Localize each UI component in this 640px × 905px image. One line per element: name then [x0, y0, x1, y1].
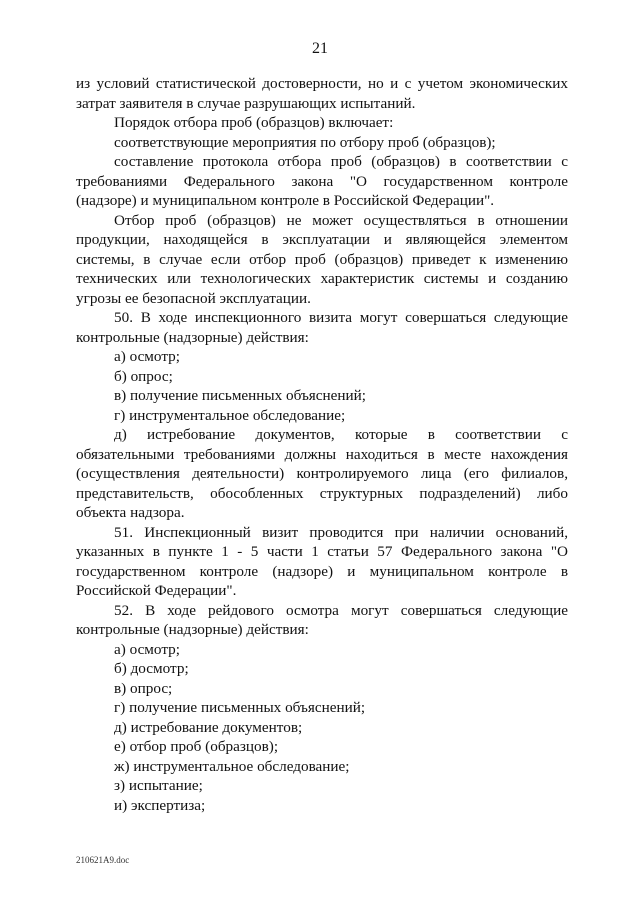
list-item: е) отбор проб (образцов);: [114, 738, 279, 755]
paragraph: д) истребование документов, которые в соответствии с обязательными требованиями должны находиться в месте нахождения (осуществления деятельности) контролируемого лица (его филиалов, представительств, обособленных структурных подразделений) либо объекта надзора.: [76, 426, 568, 521]
list-item: г) получение письменных объяснений;: [114, 699, 366, 716]
list-item: а) осмотр;: [114, 348, 180, 365]
paragraph: Порядок отбора проб (образцов) включает:: [114, 114, 394, 131]
list-item: д) истребование документов;: [114, 718, 303, 736]
paragraph: 51. Инспекционный визит проводится при наличии оснований, указанных в пункте 1 - 5 части 1 статьи 57 Федерального закона "О государственном контроле (надзоре) и муниципальном контроле в Российской Федерации".: [76, 523, 568, 599]
list-item: в) получение письменных объяснений;: [114, 387, 367, 404]
paragraph: 50. В ходе инспекционного визита могут совершаться следующие контрольные (надзорные) действия:: [76, 309, 568, 346]
list-item: г) инструментальное обследование;: [114, 406, 346, 424]
list-item: и) экспертиза;: [114, 796, 206, 814]
document-body: [76, 74, 568, 815]
paragraph: 52. В ходе рейдового осмотра могут совершаться следующие контрольные (надзорные) действия:: [76, 601, 568, 638]
list-item: б) досмотр;: [114, 660, 189, 677]
list-item: ж) инструментальное обследование;: [114, 757, 350, 775]
list-item: з) испытание;: [114, 777, 203, 794]
paragraph: соответствующие мероприятия по отбору проб (образцов);: [114, 133, 496, 151]
paragraph: составление протокола отбора проб (образцов) в соответствии с требованиями Федерального закона "О государственном контроле (надзоре) и муниципальном контроле в Российской Федерации".: [76, 153, 568, 209]
list-item: а) осмотр;: [114, 640, 180, 658]
page-number: 21: [312, 40, 328, 57]
list-item: в) опрос;: [114, 679, 173, 697]
list-item: б) опрос;: [114, 367, 173, 385]
footer-filename: 210621А9.doc: [76, 855, 130, 865]
paragraph: из условий статистической достоверности, но и с учетом экономических затрат заявителя в случае разрушающих испытаний.: [76, 75, 568, 112]
paragraph: Отбор проб (образцов) не может осуществляться в отношении продукции, находящейся в эксплуатации и являющейся элементом системы, в случае если отбор проб (образцов) приведет к изменению технических или технологических характеристик системы и созданию угрозы ее безопасной эксплуатации.: [76, 211, 568, 307]
